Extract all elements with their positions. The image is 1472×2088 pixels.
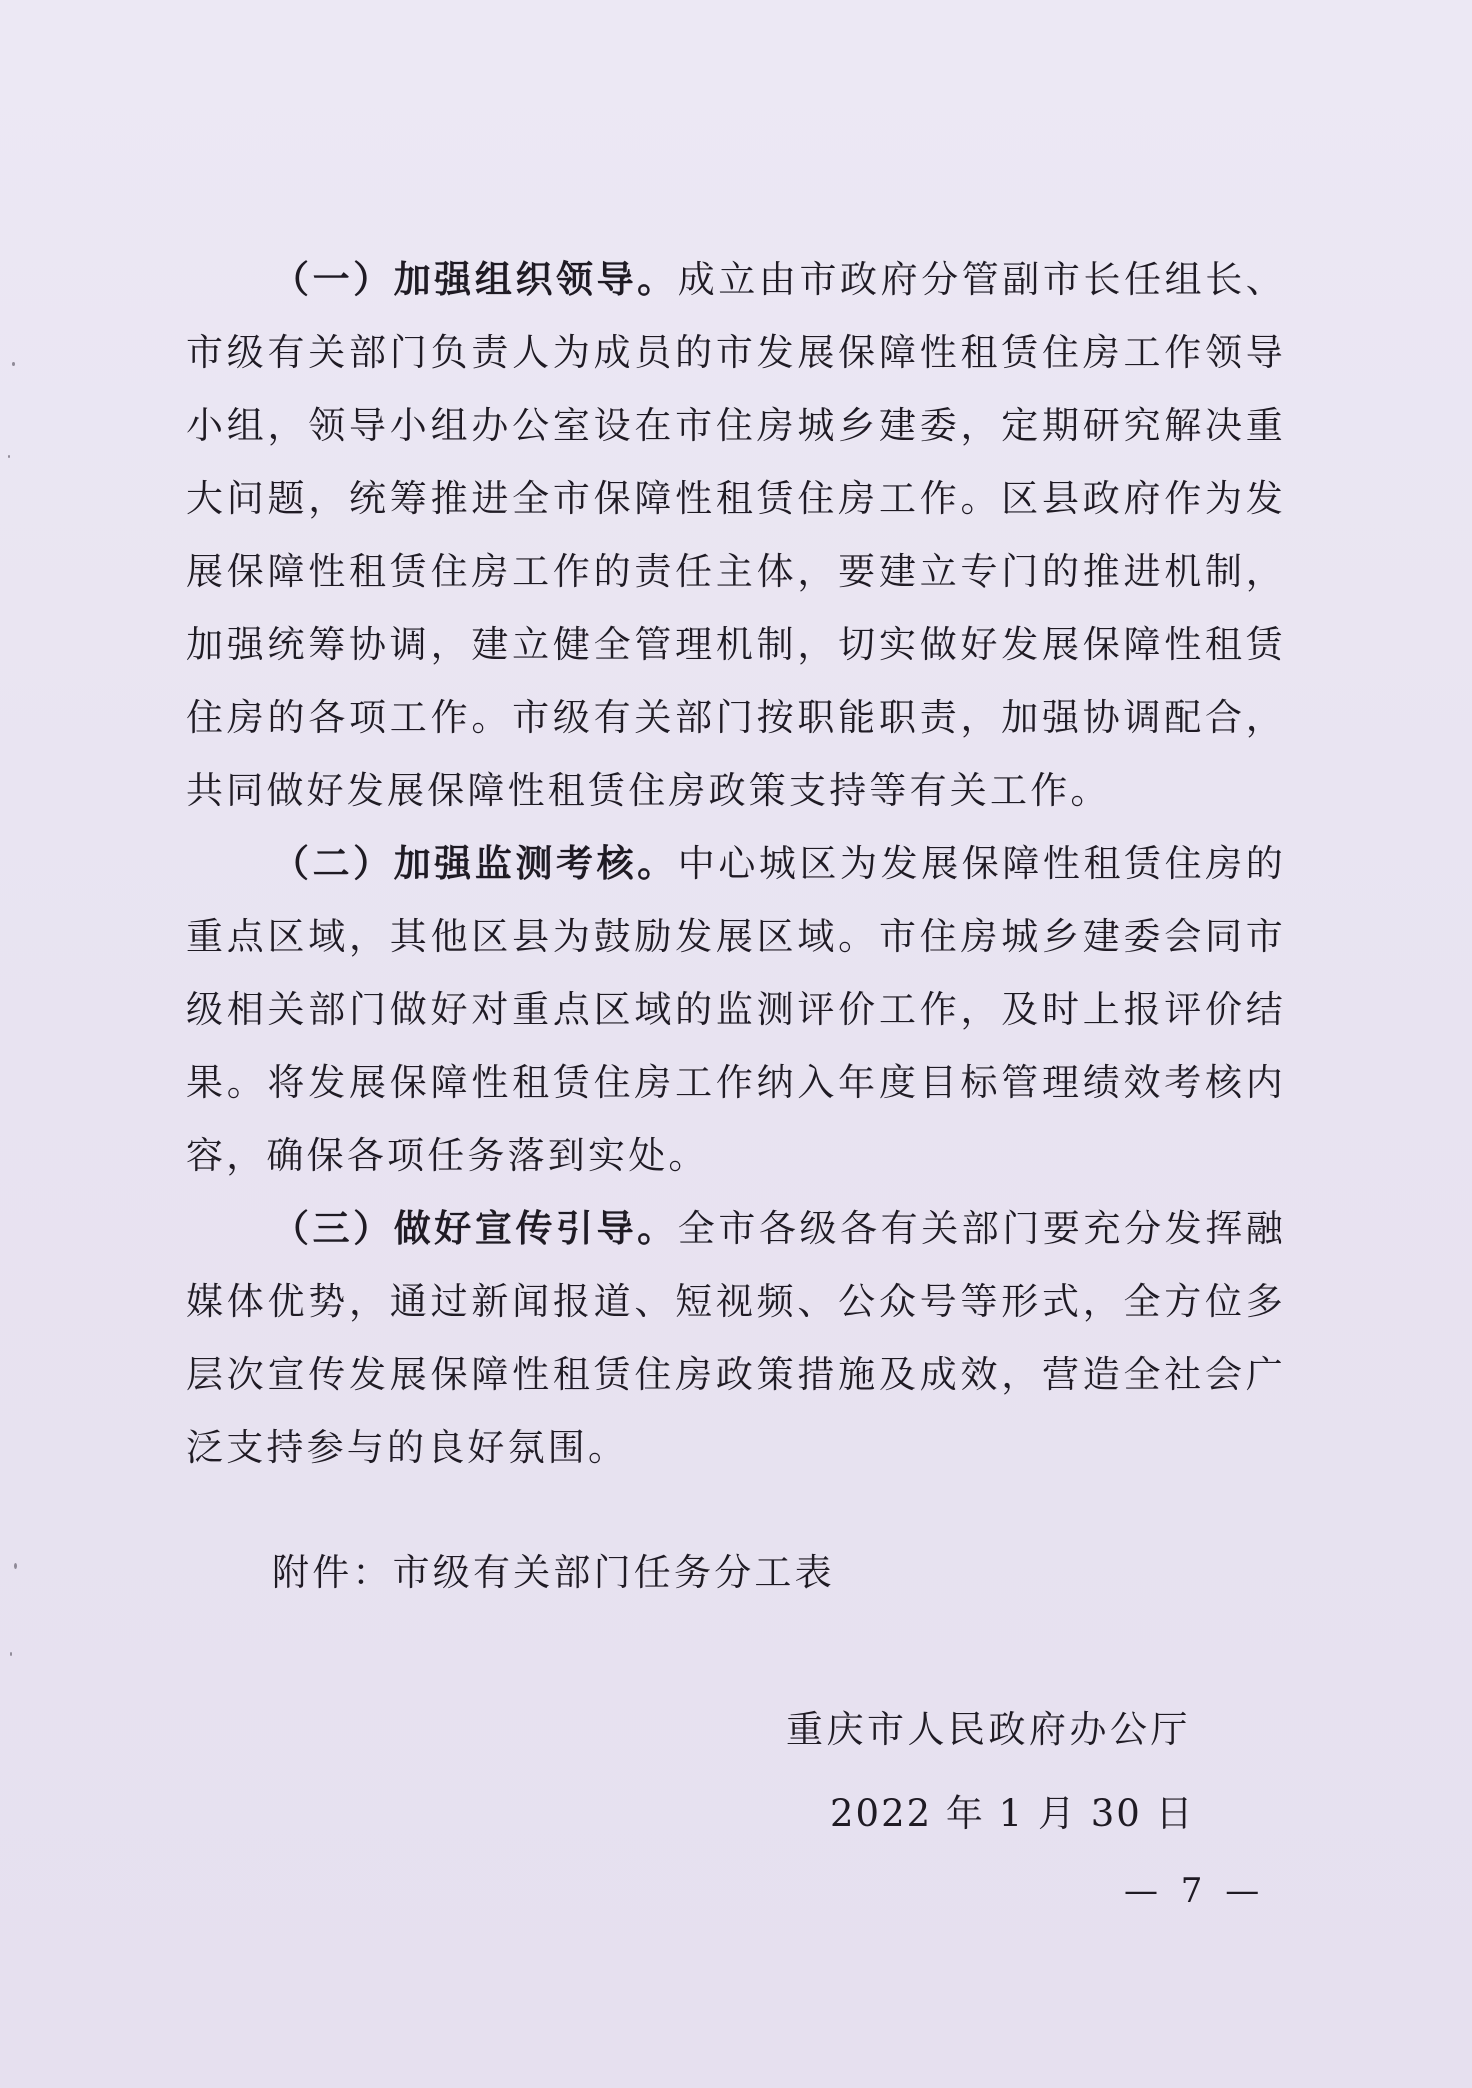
section-heading: （一）加强组织领导。 — [272, 257, 678, 301]
scan-speck — [12, 362, 15, 366]
section-heading: （三）做好宣传引导。 — [272, 1206, 678, 1250]
section-organization-leadership — [186, 243, 1286, 827]
section-publicity-guidance — [186, 1192, 1286, 1484]
issue-date: 2022 年 1 月 30 日 — [830, 1792, 1195, 1835]
issuing-authority: 重庆市人民政府办公厅 — [786, 1708, 1191, 1751]
section-body: 成立由市政府分管副市长任组长、市级有关部门负责人为成员的市发展保障性租赁住房工作领导小组，领导小组办公室设在市住房城乡建委，定期研究解决重大问题，统筹推进全市保障性租赁住房工作。区县政府作为发展保障性租赁住房工作的责任主体，要建立专门的推进机制，加强统筹协调，建立健全管理机制，切实做好发展保障性租赁住房的各项工作。市级有关部门按职能职责，加强协调配合，共同做好发展保障性租赁住房政策支持等有关工作。 — [186, 258, 1286, 812]
scan-speck — [8, 455, 10, 458]
scan-speck — [10, 1652, 12, 1656]
section-heading: （二）加强监测考核。 — [272, 841, 678, 885]
section-monitoring-assessment — [186, 827, 1286, 1192]
section-body: 全市各级各有关部门要充分发挥融媒体优势，通过新闻报道、短视频、公众号等形式，全方位多层次宣传发展保障性租赁住房政策措施及成效，营造全社会广泛支持参与的良好氛围。 — [186, 1207, 1286, 1469]
section-body: 中心城区为发展保障性租赁住房的重点区域，其他区县为鼓励发展区域。市住房城乡建委会同市级相关部门做好对重点区域的监测评价工作，及时上报评价结果。将发展保障性租赁住房工作纳入年度目标管理绩效考核内容，确保各项任务落到实处。 — [186, 842, 1286, 1177]
page-number: — 7 — — [1124, 1871, 1266, 1911]
attachment-note: 附件：市级有关部门任务分工表 — [272, 1551, 835, 1594]
scan-speck — [14, 1563, 17, 1569]
